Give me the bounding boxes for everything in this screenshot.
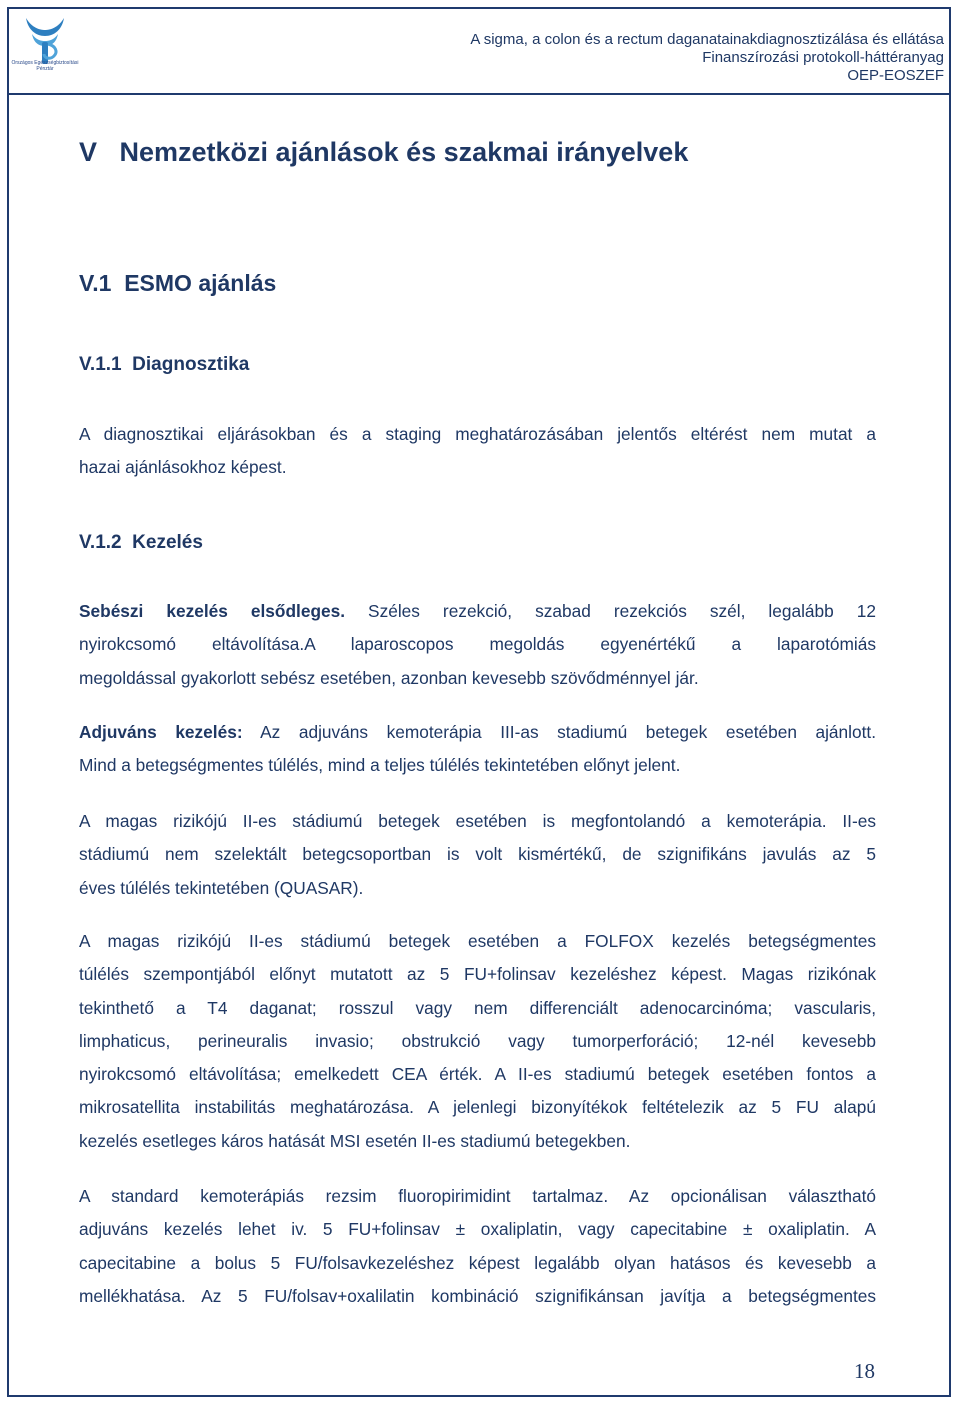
text-line: hazai ajánlásokhoz képest. (79, 457, 287, 478)
text-line: A magas rizikójú II-es stádiumú betegek esetében is megfontolandó a kemoterápia. II-es (79, 811, 876, 831)
header-divider (7, 93, 951, 95)
text-line: nyirokcsomó eltávolítása; emelkedett CEA érték. A II-es stadiumú betegek esetében fontos a (79, 1064, 876, 1085)
text-line: kezelés esetleges káros hatását MSI esetén II-es stadiumú betegekben. (79, 1130, 631, 1151)
paragraph-adjuvans (79, 716, 876, 783)
text-line: Sebészi kezelés elsődleges. Széles rezekció, szabad rezekciós szél, legalább 12 (79, 601, 876, 621)
document-header (470, 31, 944, 85)
text-line: Mind a betegségmentes túlélés, mind a teljes túlélés tekintetében előnyt jelent. (79, 755, 681, 776)
text-line: stádiumú nem szelektált betegcsoportban is volt kismértékű, de szignifikáns javulás az 5 (79, 844, 876, 865)
text-line: adjuváns kezelés lehet iv. 5 FU+folinsav ± oxaliplatin, vagy capecitabine ± oxaliplatin. A (79, 1219, 876, 1240)
subsection-heading-diagnosztika: V.1.1 Diagnosztika (79, 354, 250, 375)
bold-lead: Sebészi kezelés elsődleges. (79, 601, 346, 621)
text-line: megoldással gyakorlott sebész esetében, azonban kevesebb szövődménnyel jár. (79, 667, 699, 688)
text-line: mikrosatellita instabilitás meghatározása. A jelenlegi bizonyítékok feltételezik az 5 FU alapú (79, 1097, 876, 1118)
paragraph-magas-rizikoju-1 (79, 805, 876, 905)
text-line: tekinthető a T4 daganat; rosszul vagy nem differenciált adenocarcinóma; vascularis, (79, 997, 876, 1018)
text-line: nyirokcsomó eltávolítása.A laparoscopos megoldás egyenértékű a laparotómiás (79, 634, 876, 655)
header-subtitle: Finanszírozási protokoll-háttéranyag (702, 49, 944, 66)
section-heading: V.1 ESMO ajánlás (79, 270, 277, 296)
header-title: A sigma, a colon és a rectum daganatainakdiagnosztizálása és ellátása (470, 31, 944, 48)
text-line: A magas rizikójú II-es stádiumú betegek esetében a FOLFOX kezelés betegségmentes (79, 931, 876, 951)
text-line: limphaticus, perineuralis invasio; obstrukció vagy tumorperforáció; 12-nél kevesebb (79, 1030, 876, 1051)
paragraph-diagnosztika (79, 418, 876, 485)
paragraph-standard (79, 1180, 876, 1313)
text-line: capecitabine a bolus 5 FU/folsavkezeléshez képest legalább olyan hatásos és kevesebb a (79, 1252, 876, 1273)
paragraph-sebeszi (79, 595, 876, 695)
chapter-heading: V Nemzetközi ajánlások és szakmai irányelvek (79, 137, 689, 167)
text-line: éves túlélés tekintetében (QUASAR). (79, 877, 364, 898)
text-line: mellékhatása. Az 5 FU/folsav+oxalilatin kombináció szignifikánsan javítja a betegségmentes (79, 1285, 876, 1306)
paragraph-magas-rizikoju-2 (79, 925, 876, 1158)
header-org: OEP-EOSZEF (847, 67, 944, 84)
logo-text: Országos Egészségbiztosítási Pénztár (11, 60, 79, 72)
text-line: túlélés szempontjából előnyt mutatott az 5 FU+folinsav kezeléshez képest. Magas rizikónak (79, 964, 876, 985)
bold-lead: Adjuváns kezelés: (79, 722, 243, 742)
subsection-heading-kezeles: V.1.2 Kezelés (79, 532, 203, 553)
text-line: Adjuváns kezelés: Az adjuváns kemoterápia III-as stadiumú betegek esetében ajánlott. (79, 722, 876, 742)
text-line: A diagnosztikai eljárásokban és a staging meghatározásában jelentős eltérést nem mutat a (79, 424, 876, 444)
page-number: 18 (854, 1359, 875, 1383)
text-line: A standard kemoterápiás rezsim fluoropirimidint tartalmaz. Az opcionálisan választható (79, 1186, 876, 1206)
